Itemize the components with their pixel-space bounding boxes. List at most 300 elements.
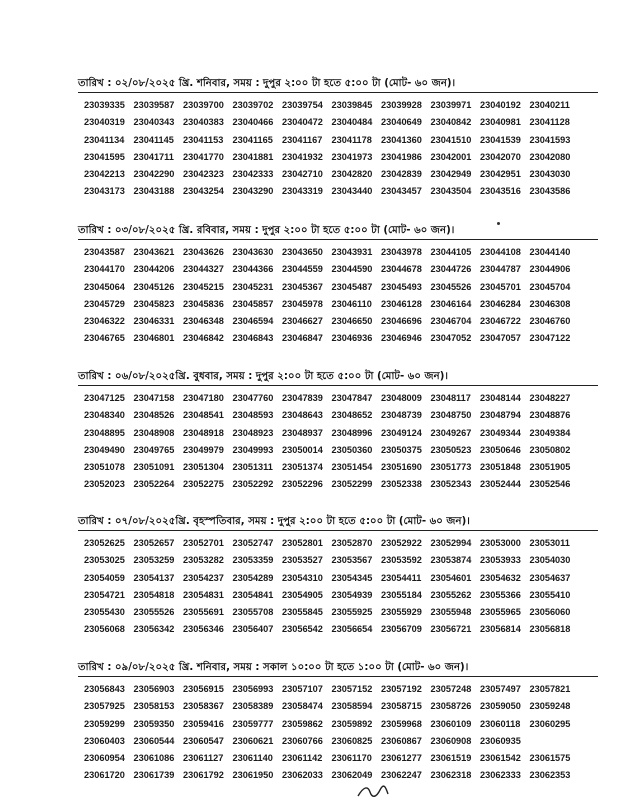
roll-number: 23052994	[430, 538, 472, 548]
roll-number: 23054831	[183, 589, 224, 600]
roll-number: 23047847	[331, 393, 373, 403]
roll-number: 23049993	[232, 444, 274, 455]
roll-number: 23052343	[430, 479, 472, 490]
roll-number-grid	[84, 681, 598, 785]
roll-number: 23056068	[84, 624, 125, 635]
roll-number: 23052275	[183, 479, 224, 490]
roll-number: 23049267	[430, 427, 472, 438]
roll-number: 23057925	[84, 701, 125, 712]
roll-number: 23043319	[282, 186, 323, 197]
roll-number: 23045857	[232, 298, 274, 309]
roll-number: 23046722	[480, 316, 521, 327]
roll-number: 23059862	[282, 718, 323, 729]
roll-number: 23045823	[133, 298, 175, 309]
roll-number: 23046164	[430, 298, 472, 309]
roll-number: 23052625	[84, 538, 125, 548]
roll-number: 23058594	[331, 701, 373, 712]
roll-number: 23046322	[84, 316, 125, 327]
roll-number: 23045215	[183, 281, 224, 292]
roll-number: 23040466	[232, 117, 274, 128]
roll-number: 23052292	[232, 479, 274, 490]
roll-number: 23056915	[183, 684, 224, 694]
roll-number: 23042839	[381, 169, 422, 180]
roll-number: 23044170	[84, 264, 125, 275]
roll-number: 23041153	[183, 134, 224, 145]
roll-number: 23060908	[430, 735, 472, 746]
roll-number: 23046801	[133, 333, 175, 344]
roll-number: 23053282	[183, 555, 224, 566]
roll-number: 23043290	[232, 186, 274, 197]
roll-number: 23048739	[381, 410, 422, 421]
roll-number: 23053000	[480, 538, 521, 548]
roll-number: 23059299	[84, 718, 125, 729]
roll-number: 23062049	[331, 770, 373, 781]
schedule-heading: তারিখ : ০৯/০৮/২০২৫ খ্রি. শনিবার, সময় : সকাল ১০:০০ টা হতে ১:০০ টা (মোট- ৬০ জন)।	[78, 662, 469, 673]
roll-number: 23039971	[430, 100, 472, 110]
roll-number: 23042080	[529, 151, 571, 162]
roll-number: 23056903	[133, 684, 175, 694]
roll-number: 23043978	[381, 247, 422, 257]
roll-number: 23058474	[282, 701, 323, 712]
roll-number: 23050802	[529, 444, 571, 455]
roll-number: 23049765	[133, 444, 175, 455]
roll-number: 23046946	[381, 333, 422, 344]
roll-number: 23052299	[331, 479, 373, 490]
roll-number: 23047057	[480, 333, 521, 344]
roll-number: 23045526	[430, 281, 472, 292]
roll-number: 23043504	[430, 186, 472, 197]
roll-number: 23056993	[232, 684, 274, 694]
roll-number: 23045231	[232, 281, 274, 292]
scan-mark	[497, 222, 500, 225]
roll-number: 23040343	[133, 117, 175, 128]
roll-number: 23062247	[381, 770, 422, 781]
roll-number: 23058153	[133, 701, 175, 712]
roll-number: 23050523	[430, 444, 472, 455]
roll-number: 23053025	[84, 555, 125, 566]
roll-number: 23045493	[381, 281, 422, 292]
roll-number: 23048794	[480, 410, 521, 421]
roll-number: 23057248	[430, 684, 472, 694]
roll-number: 23061542	[480, 753, 521, 764]
roll-number: 23047052	[430, 333, 472, 344]
roll-number: 23061720	[84, 770, 125, 781]
roll-number: 23054030	[529, 555, 571, 566]
roll-number: 23042290	[133, 169, 175, 180]
roll-number: 23048009	[381, 393, 422, 403]
roll-number: 23060295	[529, 718, 571, 729]
roll-number: 23048117	[430, 393, 471, 403]
roll-number: 23052023	[84, 479, 125, 490]
roll-number: 23044108	[480, 247, 521, 257]
roll-number: 23047760	[232, 393, 274, 403]
roll-number: 23052338	[381, 479, 422, 490]
roll-number: 23041770	[183, 151, 224, 162]
roll-number: 23047122	[529, 333, 571, 344]
roll-number: 23053592	[381, 555, 422, 566]
roll-number: 23059968	[381, 718, 422, 729]
roll-number: 23039754	[282, 100, 323, 110]
roll-number: 23046128	[381, 298, 422, 309]
heading-underline	[78, 385, 598, 386]
roll-number: 23056843	[84, 684, 125, 694]
roll-number: 23046847	[282, 333, 323, 344]
roll-number: 23055925	[331, 607, 373, 618]
roll-number: 23054939	[331, 589, 373, 600]
roll-number: 23042333	[232, 169, 274, 180]
roll-number: 23043457	[381, 186, 422, 197]
roll-number: 23059350	[133, 718, 175, 729]
roll-number: 23046308	[529, 298, 571, 309]
heading-underline	[78, 676, 598, 677]
roll-number: 23046650	[331, 316, 373, 327]
roll-number: 23040211	[529, 100, 570, 110]
roll-number: 23053359	[232, 555, 274, 566]
roll-number: 23051091	[133, 462, 175, 473]
roll-number-grid	[84, 535, 598, 639]
roll-number: 23053259	[133, 555, 175, 566]
roll-number: 23043630	[232, 247, 274, 257]
roll-number: 23054632	[480, 572, 521, 583]
roll-number: 23041134	[84, 134, 125, 145]
roll-number: 23048908	[133, 427, 175, 438]
roll-number: 23043030	[529, 169, 571, 180]
roll-number: 23055965	[480, 607, 521, 618]
roll-number: 23051848	[480, 462, 521, 473]
roll-number: 23041165	[232, 134, 273, 145]
roll-number: 23052444	[480, 479, 521, 490]
roll-number: 23043516	[480, 186, 521, 197]
roll-number: 23041167	[282, 134, 323, 145]
roll-number: 23060766	[282, 735, 323, 746]
roll-number: 23055410	[529, 589, 571, 600]
roll-number: 23059050	[480, 701, 521, 712]
roll-number: 23058715	[381, 701, 422, 712]
roll-number: 23042949	[430, 169, 472, 180]
roll-number: 23040842	[430, 117, 472, 128]
roll-number: 23048541	[183, 410, 224, 421]
roll-number: 23042213	[84, 169, 125, 180]
roll-number: 23062033	[282, 770, 323, 781]
roll-number: 23054818	[133, 589, 175, 600]
schedule-heading: তারিখ : ০৭/০৮/২০২৫খ্রি. বৃহস্পতিবার, সময় : দুপুর ২:০০ টা হতে ৫:০০ টা (মোট- ৬০ জন)।	[78, 516, 470, 527]
roll-number: 23044559	[282, 264, 323, 275]
roll-number: 23051454	[331, 462, 373, 473]
roll-number: 23054137	[133, 572, 175, 583]
roll-number: 23043650	[282, 247, 323, 257]
roll-number: 23056407	[232, 624, 274, 635]
roll-number: 23048918	[183, 427, 224, 438]
roll-number: 23055366	[480, 589, 521, 600]
roll-number: 23043931	[331, 247, 373, 257]
roll-number: 23048593	[232, 410, 274, 421]
roll-number: 23041973	[331, 151, 373, 162]
roll-number-grid	[84, 97, 598, 201]
roll-number: 23062353	[529, 770, 571, 781]
roll-number: 23041711	[133, 151, 174, 162]
schedule-section	[78, 661, 598, 785]
roll-number: 23051078	[84, 462, 125, 473]
roll-number: 23054310	[282, 572, 323, 583]
roll-number: 23058726	[430, 701, 472, 712]
roll-number: 23043621	[133, 247, 175, 257]
roll-number: 23047158	[133, 393, 175, 403]
roll-number: 23049979	[183, 444, 224, 455]
roll-number: 23051374	[282, 462, 323, 473]
roll-number: 23056342	[133, 624, 175, 635]
roll-number: 23060825	[331, 735, 373, 746]
heading-underline	[78, 239, 598, 240]
roll-number: 23057152	[331, 684, 373, 694]
roll-number: 23047180	[183, 393, 224, 403]
roll-number: 23061170	[331, 753, 372, 764]
roll-number: 23060547	[183, 735, 224, 746]
roll-number: 23044105	[430, 247, 472, 257]
roll-number: 23054637	[529, 572, 571, 583]
roll-number: 23052922	[381, 538, 422, 548]
roll-number: 23048996	[331, 427, 373, 438]
roll-number: 23052264	[133, 479, 175, 490]
roll-number: 23052657	[133, 538, 175, 548]
roll-number: 23048643	[282, 410, 323, 421]
roll-number: 23040383	[183, 117, 224, 128]
roll-number: 23046594	[232, 316, 274, 327]
schedule-section	[78, 515, 598, 639]
roll-number: 23043440	[331, 186, 373, 197]
roll-number: 23059777	[232, 718, 274, 729]
roll-number: 23055526	[133, 607, 175, 618]
roll-number: 23056814	[480, 624, 521, 635]
roll-number: 23046284	[480, 298, 521, 309]
roll-number: 23040981	[480, 117, 521, 128]
roll-number: 23061086	[133, 753, 175, 764]
roll-number: 23046765	[84, 333, 125, 344]
roll-number: 23044327	[183, 264, 224, 275]
roll-number: 23048340	[84, 410, 125, 421]
roll-number: 23042001	[430, 151, 472, 162]
roll-number: 23054411	[381, 572, 422, 583]
roll-number: 23043626	[183, 247, 224, 257]
roll-number: 23041595	[84, 151, 125, 162]
roll-number: 23046110	[331, 298, 372, 309]
roll-number: 23048227	[529, 393, 571, 403]
roll-number: 23050360	[331, 444, 373, 455]
roll-number: 23049344	[480, 427, 521, 438]
roll-number: 23043586	[529, 186, 571, 197]
roll-number: 23060867	[381, 735, 422, 746]
roll-number: 23048652	[331, 410, 373, 421]
roll-number: 23045064	[84, 281, 125, 292]
roll-number: 23048923	[232, 427, 274, 438]
roll-number: 23052296	[282, 479, 323, 490]
roll-number: 23052701	[183, 538, 224, 548]
roll-number: 23055845	[282, 607, 323, 618]
roll-number: 23059416	[183, 718, 224, 729]
roll-number: 23053567	[331, 555, 373, 566]
roll-number: 23045367	[282, 281, 323, 292]
roll-number: 23061575	[529, 753, 571, 764]
roll-number: 23044206	[133, 264, 175, 275]
roll-number: 23050014	[282, 444, 323, 455]
roll-number: 23046842	[183, 333, 224, 344]
roll-number: 23055708	[232, 607, 274, 618]
roll-number: 23057107	[282, 684, 323, 694]
roll-number: 23041360	[381, 134, 422, 145]
roll-number: 23058367	[183, 701, 224, 712]
roll-number: 23061739	[133, 770, 175, 781]
roll-number: 23050646	[480, 444, 521, 455]
roll-number: 23045701	[480, 281, 521, 292]
roll-number: 23039700	[183, 100, 224, 110]
roll-number: 23046843	[232, 333, 274, 344]
roll-number: 23055691	[183, 607, 224, 618]
roll-number: 23055929	[381, 607, 422, 618]
schedule-heading: তারিখ : ০২/০৮/২০২৫ খ্রি. শনিবার, সময় : দুপুর ২:০০ টা হতে ৫:০০ টা (মোট- ৬০ জন)।	[78, 78, 456, 89]
roll-number: 23041128	[529, 117, 570, 128]
roll-number: 23041539	[480, 134, 521, 145]
schedule-section	[78, 370, 598, 494]
roll-number: 23048750	[430, 410, 472, 421]
roll-number: 23043587	[84, 247, 125, 257]
roll-number: 23045978	[282, 298, 323, 309]
roll-number: 23040484	[331, 117, 373, 128]
signature-mark	[356, 782, 390, 800]
roll-number: 23044366	[232, 264, 274, 275]
roll-number: 23044678	[381, 264, 422, 275]
roll-number: 23052870	[331, 538, 373, 548]
schedule-heading: তারিখ : ০৩/০৮/২০২৫ খ্রি. রবিবার, সময় : দুপুর ২:০০ টা হতে ৫:০০ টা (মোট- ৬০ জন)।	[78, 225, 455, 236]
roll-number: 23054601	[430, 572, 472, 583]
roll-number: 23058389	[232, 701, 274, 712]
roll-number: 23054237	[183, 572, 224, 583]
roll-number: 23046936	[331, 333, 373, 344]
roll-number: 23059892	[331, 718, 373, 729]
roll-number: 23056721	[430, 624, 472, 635]
roll-number: 23054841	[232, 589, 274, 600]
schedule-section	[78, 77, 598, 201]
roll-number: 23056542	[282, 624, 323, 635]
roll-number: 23053874	[430, 555, 472, 566]
roll-number: 23048144	[480, 393, 521, 403]
roll-number: 23061950	[232, 770, 274, 781]
roll-number: 23045126	[133, 281, 175, 292]
roll-number: 23052546	[529, 479, 571, 490]
schedule-heading: তারিখ : ০৬/০৮/২০২৫খ্রি. বুধবার, সময় : দুপুর ২:০০ টা হতে ৫:০০ টা (মোট- ৬০ জন)।	[78, 371, 449, 382]
roll-number: 23048937	[282, 427, 323, 438]
roll-number: 23044590	[331, 264, 373, 275]
roll-number: 23060118	[480, 718, 521, 729]
roll-number-grid	[84, 390, 598, 494]
roll-number: 23061519	[430, 753, 472, 764]
roll-number: 23060954	[84, 753, 125, 764]
roll-number: 23051905	[529, 462, 571, 473]
roll-number: 23041986	[381, 151, 422, 162]
roll-number: 23053933	[480, 555, 521, 566]
roll-number: 23043173	[84, 186, 125, 197]
roll-number: 23048526	[133, 410, 175, 421]
roll-number: 23043254	[183, 186, 224, 197]
roll-number: 23055184	[381, 589, 422, 600]
roll-number: 23041881	[232, 151, 274, 162]
roll-number: 23039702	[232, 100, 274, 110]
roll-number: 23046348	[183, 316, 224, 327]
roll-number: 23056818	[529, 624, 571, 635]
roll-number: 23045836	[183, 298, 224, 309]
roll-number: 23059248	[529, 701, 571, 712]
roll-number: 23051690	[381, 462, 422, 473]
roll-number: 23045487	[331, 281, 373, 292]
roll-number: 23048895	[84, 427, 125, 438]
roll-number: 23046760	[529, 316, 571, 327]
roll-number: 23046627	[282, 316, 323, 327]
roll-number: 23042951	[480, 169, 521, 180]
roll-number: 23056654	[331, 624, 373, 635]
roll-number-grid	[84, 244, 598, 348]
roll-number: 23044726	[430, 264, 472, 275]
roll-number: 23047125	[84, 393, 125, 403]
roll-number: 23061142	[282, 753, 323, 764]
roll-number: 23055430	[84, 607, 125, 618]
roll-number: 23053011	[529, 538, 570, 548]
roll-number: 23046696	[381, 316, 422, 327]
roll-number: 23042323	[183, 169, 224, 180]
roll-number: 23056060	[529, 607, 571, 618]
roll-number: 23049384	[529, 427, 571, 438]
roll-number: 23052801	[282, 538, 323, 548]
roll-number: 23061792	[183, 770, 224, 781]
roll-number: 23060109	[430, 718, 472, 729]
roll-number: 23056709	[381, 624, 422, 635]
heading-underline	[78, 92, 598, 93]
roll-number: 23041145	[133, 134, 174, 145]
roll-number: 23039845	[331, 100, 373, 110]
roll-number: 23042710	[282, 169, 323, 180]
roll-number: 23054289	[232, 572, 274, 583]
roll-number: 23040649	[381, 117, 422, 128]
roll-number: 23045729	[84, 298, 125, 309]
roll-number: 23055262	[430, 589, 472, 600]
roll-number: 23060621	[232, 735, 274, 746]
roll-number: 23054059	[84, 572, 125, 583]
heading-underline	[78, 530, 598, 531]
roll-number: 23060544	[133, 735, 175, 746]
roll-number: 23039928	[381, 100, 422, 110]
roll-number: 23048876	[529, 410, 571, 421]
roll-number: 23046331	[133, 316, 175, 327]
roll-number: 23057497	[480, 684, 521, 694]
roll-number: 23040472	[282, 117, 323, 128]
roll-number: 23046704	[430, 316, 472, 327]
roll-number: 23042070	[480, 151, 521, 162]
roll-number: 23041510	[430, 134, 472, 145]
roll-number: 23051311	[232, 462, 273, 473]
roll-number: 23055948	[430, 607, 472, 618]
roll-number: 23041178	[331, 134, 372, 145]
roll-number: 23039335	[84, 100, 125, 110]
roll-number: 23062333	[480, 770, 521, 781]
roll-number: 23057821	[529, 684, 571, 694]
roll-number: 23042820	[331, 169, 373, 180]
roll-number: 23061277	[381, 753, 422, 764]
roll-number: 23061140	[232, 753, 273, 764]
roll-number: 23040192	[480, 100, 521, 110]
roll-number: 23062318	[430, 770, 472, 781]
roll-number: 23054905	[282, 589, 323, 600]
roll-number: 23039587	[133, 100, 175, 110]
roll-number: 23043188	[133, 186, 175, 197]
roll-number: 23054345	[331, 572, 373, 583]
roll-number: 23044906	[529, 264, 571, 275]
